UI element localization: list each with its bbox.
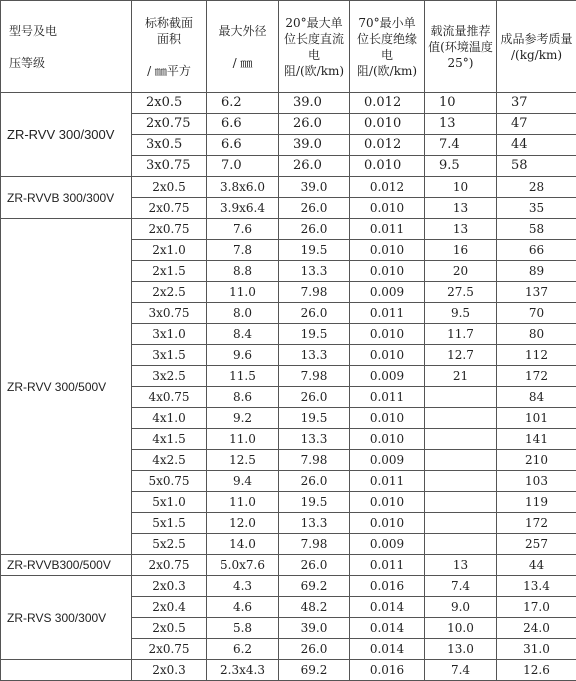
data-cell: 4x1.0 [132, 408, 207, 429]
data-cell: 26.0 [279, 471, 350, 492]
header-insulation-resistance: 70°最小单位长度绝缘电阻/(欧/km) [350, 1, 425, 93]
data-cell: 5x1.5 [132, 513, 207, 534]
data-cell: 0.009 [350, 282, 425, 303]
data-cell: 0.009 [350, 366, 425, 387]
data-cell: 69.2 [279, 660, 350, 681]
data-cell: 9.0 [425, 597, 497, 618]
data-cell: 0.010 [350, 156, 425, 177]
data-cell: 11.7 [425, 324, 497, 345]
data-cell: 19.5 [279, 240, 350, 261]
data-cell: 0.011 [350, 303, 425, 324]
data-cell: 7.4 [425, 576, 497, 597]
data-cell: 112 [497, 345, 576, 366]
data-cell: 3x0.75 [132, 303, 207, 324]
data-cell: 16 [425, 240, 497, 261]
header-current-capacity: 载流量推荐值(环境温度25°) [425, 1, 497, 93]
data-cell: 13.4 [497, 576, 576, 597]
data-cell: 21 [425, 366, 497, 387]
data-cell: 10 [425, 93, 497, 114]
data-cell: 2x1.0 [132, 240, 207, 261]
data-cell [425, 408, 497, 429]
data-cell: 2.3x4.3 [207, 660, 279, 681]
data-cell: 11.0 [207, 282, 279, 303]
data-cell: 8.0 [207, 303, 279, 324]
data-cell: 19.5 [279, 408, 350, 429]
data-cell: 26.0 [279, 156, 350, 177]
data-cell: 9.4 [207, 471, 279, 492]
data-cell [425, 513, 497, 534]
data-cell: 3x0.5 [132, 135, 207, 156]
data-cell: 26.0 [279, 387, 350, 408]
data-cell: 5.8 [207, 618, 279, 639]
data-cell: 2x0.5 [132, 177, 207, 198]
data-cell: 84 [497, 387, 576, 408]
table-row [1, 93, 576, 114]
data-cell: 6.2 [207, 639, 279, 660]
data-cell: 4x1.5 [132, 429, 207, 450]
data-cell: 0.010 [350, 345, 425, 366]
data-cell [425, 429, 497, 450]
data-cell: 7.0 [207, 156, 279, 177]
data-cell: 12.5 [207, 450, 279, 471]
data-cell: 13.0 [425, 639, 497, 660]
data-cell: 8.6 [207, 387, 279, 408]
data-cell: 2x0.75 [132, 114, 207, 135]
data-cell: 7.8 [207, 240, 279, 261]
data-cell: 39.0 [279, 618, 350, 639]
data-cell [425, 534, 497, 555]
data-cell: 7.4 [425, 660, 497, 681]
data-cell: 5x1.0 [132, 492, 207, 513]
data-cell: 70 [497, 303, 576, 324]
data-cell: 103 [497, 471, 576, 492]
data-cell: 12.0 [207, 513, 279, 534]
data-cell: 137 [497, 282, 576, 303]
data-cell: 11.5 [207, 366, 279, 387]
data-cell [425, 450, 497, 471]
data-cell: 0.010 [350, 114, 425, 135]
table-row [1, 576, 576, 597]
data-cell: 3x1.5 [132, 345, 207, 366]
data-cell: 9.5 [425, 156, 497, 177]
data-cell: 0.012 [350, 135, 425, 156]
data-cell: 10 [425, 177, 497, 198]
data-cell: 2x0.75 [132, 639, 207, 660]
data-cell: 2x0.3 [132, 660, 207, 681]
data-cell: 17.0 [497, 597, 576, 618]
data-cell: 0.016 [350, 576, 425, 597]
data-cell: 13 [425, 198, 497, 219]
data-cell: 4x0.75 [132, 387, 207, 408]
data-cell: 0.012 [350, 93, 425, 114]
data-cell: 13.3 [279, 513, 350, 534]
data-cell: 19.5 [279, 324, 350, 345]
data-cell: 80 [497, 324, 576, 345]
data-cell: 0.011 [350, 219, 425, 240]
data-cell: 5x0.75 [132, 471, 207, 492]
data-cell: 3x0.75 [132, 156, 207, 177]
data-cell: 13 [425, 114, 497, 135]
data-cell: 35 [497, 198, 576, 219]
data-cell: 172 [497, 366, 576, 387]
data-cell: 14.0 [207, 534, 279, 555]
model-cell: ZR-RVVB300/500V [1, 555, 132, 576]
data-cell: 210 [497, 450, 576, 471]
data-cell: 4.3 [207, 576, 279, 597]
data-cell: 8.8 [207, 261, 279, 282]
data-cell: 44 [497, 555, 576, 576]
header-row [1, 1, 576, 93]
data-cell: 0.012 [350, 177, 425, 198]
table-body [1, 93, 576, 681]
data-cell: 0.014 [350, 597, 425, 618]
model-cell: ZR-RVVB 300/300V [1, 177, 132, 219]
data-cell: 13 [425, 219, 497, 240]
data-cell: 0.009 [350, 534, 425, 555]
data-cell: 3x2.5 [132, 366, 207, 387]
data-cell: 5.0x7.6 [207, 555, 279, 576]
data-cell: 6.6 [207, 114, 279, 135]
data-cell: 39.0 [279, 177, 350, 198]
data-cell: 58 [497, 219, 576, 240]
data-cell: 7.98 [279, 366, 350, 387]
model-cell: ZR-RVS 300/300V [1, 576, 132, 660]
data-cell: 2x0.75 [132, 555, 207, 576]
data-cell: 7.4 [425, 135, 497, 156]
data-cell: 2x0.5 [132, 93, 207, 114]
data-cell: 0.014 [350, 618, 425, 639]
data-cell: 0.010 [350, 492, 425, 513]
data-cell: 0.009 [350, 450, 425, 471]
data-cell: 257 [497, 534, 576, 555]
data-cell: 11.0 [207, 429, 279, 450]
data-cell: 7.98 [279, 450, 350, 471]
data-cell: 47 [497, 114, 576, 135]
data-cell: 13.3 [279, 429, 350, 450]
data-cell: 12.6 [497, 660, 576, 681]
data-cell: 39.0 [279, 135, 350, 156]
data-cell: 9.6 [207, 345, 279, 366]
table-row [1, 660, 576, 681]
data-cell: 119 [497, 492, 576, 513]
header-weight: 成品参考质量 /(kg/km) [497, 1, 576, 93]
data-cell: 101 [497, 408, 576, 429]
data-cell: 27.5 [425, 282, 497, 303]
data-cell: 2x0.3 [132, 576, 207, 597]
data-cell: 26.0 [279, 198, 350, 219]
data-cell: 0.010 [350, 408, 425, 429]
data-cell: 4.6 [207, 597, 279, 618]
data-cell: 26.0 [279, 639, 350, 660]
table-row [1, 177, 576, 198]
header-cross-section: 标称截面 面积 / ㎜平方 [132, 1, 207, 93]
data-cell: 39.0 [279, 93, 350, 114]
model-cell: ZR-RVV 300/300V [1, 93, 132, 177]
data-cell: 2x1.5 [132, 261, 207, 282]
data-cell: 172 [497, 513, 576, 534]
data-cell: 6.6 [207, 135, 279, 156]
data-cell: 0.010 [350, 324, 425, 345]
data-cell: 26.0 [279, 114, 350, 135]
data-cell: 13 [425, 555, 497, 576]
data-cell: 44 [497, 135, 576, 156]
data-cell: 7.6 [207, 219, 279, 240]
data-cell: 20 [425, 261, 497, 282]
table-row [1, 219, 576, 240]
data-cell: 66 [497, 240, 576, 261]
data-cell: 26.0 [279, 555, 350, 576]
data-cell: 2x0.5 [132, 618, 207, 639]
data-cell: 13.3 [279, 345, 350, 366]
data-cell: 3x1.0 [132, 324, 207, 345]
data-cell: 0.011 [350, 387, 425, 408]
data-cell: 2x0.4 [132, 597, 207, 618]
data-cell: 9.5 [425, 303, 497, 324]
data-cell: 13.3 [279, 261, 350, 282]
header-model: 型号及电 压等级 [1, 1, 132, 93]
model-cell: ZR-RVV 300/500V [1, 219, 132, 555]
data-cell: 2x2.5 [132, 282, 207, 303]
data-cell: 2x0.75 [132, 219, 207, 240]
data-cell: 26.0 [279, 303, 350, 324]
table-row [1, 555, 576, 576]
data-cell: 2x0.75 [132, 198, 207, 219]
data-cell: 3.8x6.0 [207, 177, 279, 198]
data-cell: 0.010 [350, 429, 425, 450]
data-cell: 0.010 [350, 261, 425, 282]
data-cell: 141 [497, 429, 576, 450]
data-cell: 37 [497, 93, 576, 114]
data-cell: 24.0 [497, 618, 576, 639]
data-cell: 0.016 [350, 660, 425, 681]
data-cell: 10.0 [425, 618, 497, 639]
data-cell: 7.98 [279, 534, 350, 555]
data-cell: 0.011 [350, 555, 425, 576]
header-dc-resistance: 20°最大单位长度直流电阻/(欧/km) [279, 1, 350, 93]
data-cell: 48.2 [279, 597, 350, 618]
data-cell: 9.2 [207, 408, 279, 429]
data-cell: 11.0 [207, 492, 279, 513]
data-cell: 0.011 [350, 471, 425, 492]
data-cell: 7.98 [279, 282, 350, 303]
data-cell: 5x2.5 [132, 534, 207, 555]
data-cell: 26.0 [279, 219, 350, 240]
data-cell: 3.9x6.4 [207, 198, 279, 219]
data-cell: 89 [497, 261, 576, 282]
data-cell [425, 471, 497, 492]
data-cell: 31.0 [497, 639, 576, 660]
data-cell [425, 492, 497, 513]
data-cell: 69.2 [279, 576, 350, 597]
data-cell: 8.4 [207, 324, 279, 345]
data-cell: 28 [497, 177, 576, 198]
data-cell: 0.014 [350, 639, 425, 660]
data-cell: 4x2.5 [132, 450, 207, 471]
data-cell [425, 387, 497, 408]
data-cell: 6.2 [207, 93, 279, 114]
data-cell: 19.5 [279, 492, 350, 513]
data-cell: 0.010 [350, 513, 425, 534]
data-cell: 58 [497, 156, 576, 177]
header-max-diameter: 最大外径 / ㎜ [207, 1, 279, 93]
model-cell [1, 660, 132, 681]
data-cell: 0.010 [350, 198, 425, 219]
data-cell: 12.7 [425, 345, 497, 366]
data-cell: 0.010 [350, 240, 425, 261]
